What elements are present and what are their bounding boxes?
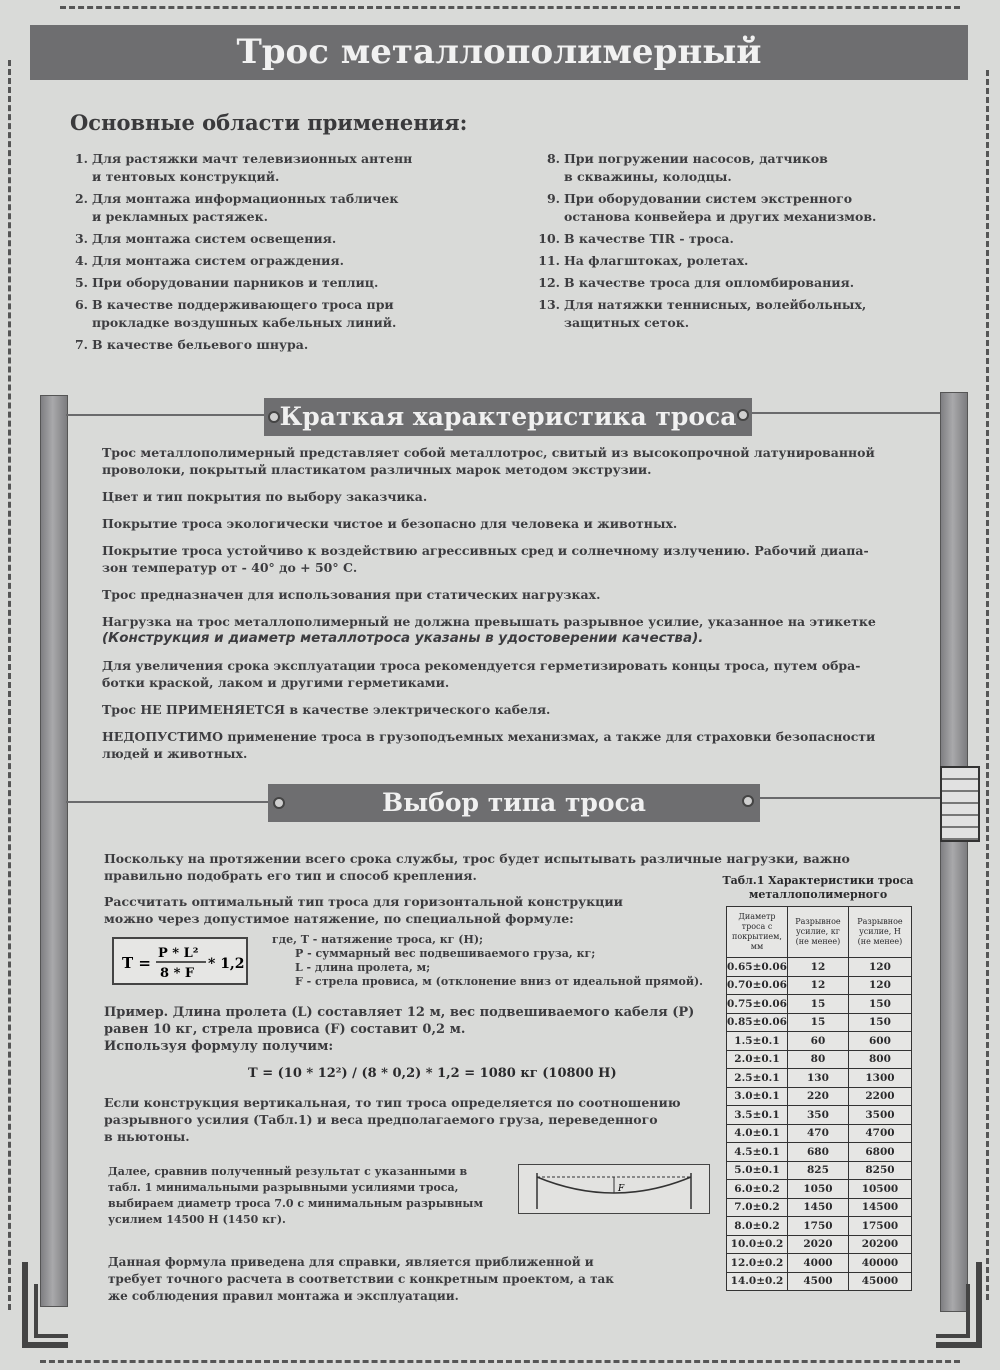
table-header-row [727, 907, 912, 958]
table-cell: 80 [787, 1050, 848, 1069]
table-caption: Табл.1 Характеристики троса металлополимерного [722, 874, 914, 901]
right-cut-line [986, 70, 989, 1300]
paragraph: Трос металлополимерный представляет собой металлотрос, свитый из высокопрочной латунированной проволоки, покрытый пластикатом различных марок методом экструзии. [102, 445, 875, 477]
table-cell: 3500 [848, 1106, 911, 1125]
formula-box [112, 937, 248, 985]
legend-line: F - стрела провиса, м (отклонение вниз от идеальной прямой). [272, 975, 704, 988]
table-cell: 600 [848, 1032, 911, 1051]
table-cell: 4.0±0.1 [727, 1124, 788, 1143]
characteristics-heading: Краткая характеристика троса [264, 398, 752, 436]
bottom-cut-line [40, 1360, 960, 1363]
table-row [727, 1087, 912, 1106]
table-cell: 120 [848, 976, 911, 995]
table-row [727, 1106, 912, 1125]
table-row [727, 1217, 912, 1236]
table-cell: 0.75±0.06 [727, 995, 788, 1014]
spec-table [726, 906, 912, 1291]
formula-legend [272, 933, 703, 989]
mid-cable-left [66, 801, 270, 803]
table-cell: 6.0±0.2 [727, 1180, 788, 1199]
table-cell: 14500 [848, 1198, 911, 1217]
table-cell: 0.70±0.06 [727, 976, 788, 995]
top-cable-left [66, 414, 266, 416]
list-item: 2. Для монтажа информационных табличек и рекламных растяжек. [74, 191, 399, 224]
table-cell: 60 [787, 1032, 848, 1051]
list-item: 6. В качестве поддерживающего троса при прокладке воздушных кабельных линий. [74, 297, 397, 330]
table-header: Диаметр троса с покрытием, мм [727, 907, 788, 958]
table-row [727, 1050, 912, 1069]
paragraph: Трос НЕ ПРИМЕНЯЕТСЯ в качестве электрического кабеля. [102, 702, 551, 717]
top-cut-line [60, 6, 960, 9]
table-cell: 0.85±0.06 [727, 1013, 788, 1032]
top-cable-right [752, 412, 940, 414]
characteristics-text [102, 444, 892, 772]
applications-right-list [532, 150, 876, 336]
example-text: Пример. Длина пролета (L) составляет 12 м, вес подвешиваемого кабеля (P) равен 10 кг, стрела провиса (F) составит 0,2 м. Используя формулу получим: [104, 1005, 695, 1054]
list-item: 12. В качестве троса для опломбирования. [538, 275, 855, 290]
rivet-icon [268, 411, 280, 423]
table-cell: 7.0±0.2 [727, 1198, 788, 1217]
rivet-icon [737, 409, 749, 421]
legend-line: P - суммарный вес подвешиваемого груза, кг; [272, 947, 596, 960]
list-item: 10. В качестве TIR - троса. [538, 231, 734, 246]
table-cell: 2.5±0.1 [727, 1069, 788, 1088]
corner-ornament [936, 1284, 970, 1338]
paragraph: НЕДОПУСТИМО применение троса в грузоподъемных механизмах, а также для страховки безопасности людей и животных. [102, 729, 876, 761]
table-row [727, 1161, 912, 1180]
formula-numerator: P * L² [158, 946, 199, 961]
table-cell: 1450 [787, 1198, 848, 1217]
table-cell: 150 [848, 995, 911, 1014]
rivet-icon [742, 795, 754, 807]
formula-denominator: 8 * F [160, 966, 195, 981]
paragraph: Для увеличения срока эксплуатации троса рекомендуется герметизировать концы троса, путем обра- ботки краской, лаком и другими герметиками. [102, 658, 861, 690]
table-cell: 5.0±0.1 [727, 1161, 788, 1180]
table-cell: 4500 [787, 1272, 848, 1291]
table-cell: 1050 [787, 1180, 848, 1199]
table-cell: 350 [787, 1106, 848, 1125]
table-cell: 825 [787, 1161, 848, 1180]
table-cell: 0.65±0.06 [727, 958, 788, 977]
table-cell: 120 [848, 958, 911, 977]
selection-formula-intro: Рассчитать оптимальный тип троса для горизонтальной конструкции можно через допустимое натяжение, по специальной формуле: [104, 894, 623, 926]
table-row [727, 1180, 912, 1199]
left-cut-line [8, 60, 11, 1310]
applications-heading: Основные области применения: [70, 110, 468, 135]
table-row [727, 1124, 912, 1143]
table-row [727, 1198, 912, 1217]
list-item: 5. При оборудовании парников и теплиц. [74, 275, 379, 290]
paragraph: Покрытие троса экологически чистое и безопасно для человека и животных. [102, 516, 678, 531]
selection-intro: Поскольку на протяжении всего срока службы, трос будет испытывать различные нагрузки, важно правильно подобрать его тип и способ крепления. [104, 851, 850, 883]
table-header: Разрывное усилие, кг (не менее) [787, 907, 848, 958]
table-cell: 470 [787, 1124, 848, 1143]
list-item: 7. В качестве бельевого шнура. [74, 337, 309, 352]
table-cell: 10500 [848, 1180, 911, 1199]
list-item: 8. При погружении насосов, датчиков в скважины, колодцы. [546, 151, 828, 184]
list-item: 13. Для натяжки теннисных, волейбольных, защитных сеток. [538, 297, 867, 330]
table-cell: 12 [787, 976, 848, 995]
table-cell: 15 [787, 1013, 848, 1032]
table-row [727, 958, 912, 977]
table-cell: 2020 [787, 1235, 848, 1254]
list-item: 4. Для монтажа систем ограждения. [74, 253, 344, 268]
table-cell: 1.5±0.1 [727, 1032, 788, 1051]
note-text: Данная формула приведена для справки, является приближенной и требует точного расчета в соответствии с конкретным проектом, а так же соблюдения правил монтажа и эксплуатации. [108, 1255, 614, 1303]
table-cell: 10.0±0.2 [727, 1235, 788, 1254]
calculation: T = (10 * 12²) / (8 * 0,2) * 1,2 = 1080 кг (10800 H) [248, 1066, 617, 1081]
applications-left-list [66, 150, 412, 358]
mid-cable-right [760, 797, 940, 799]
table-row [727, 1013, 912, 1032]
table-cell: 3.5±0.1 [727, 1106, 788, 1125]
page-title: Трос металлополимерный [30, 25, 968, 80]
vertical-text: Если конструкция вертикальная, то тип троса определяется по соотношению разрывного усилия (Табл.1) и веса предполагаемого груза, переведенного в ньютоны. [104, 1095, 681, 1144]
table-cell: 20200 [848, 1235, 911, 1254]
formula-multiplier: * 1,2 [208, 956, 245, 972]
list-item: 3. Для монтажа систем освещения. [74, 231, 337, 246]
table-cell: 15 [787, 995, 848, 1014]
table-cell: 4700 [848, 1124, 911, 1143]
paragraph-italic: (Конструкция и диаметр металлотроса указаны в удостоверении качества). [102, 630, 704, 646]
table-cell: 130 [787, 1069, 848, 1088]
table-cell: 45000 [848, 1272, 911, 1291]
legend-line: L - длина пролета, м; [272, 961, 431, 974]
table-cell: 4000 [787, 1254, 848, 1273]
paragraph: Нагрузка на трос металлополимерный не должна превышать разрывное усилие, указанное на этикетке [102, 614, 876, 629]
list-item: 9. При оборудовании систем экстренного останова конвейера и других механизмов. [546, 191, 877, 224]
table-cell: 14.0±0.2 [727, 1272, 788, 1291]
sag-diagram [518, 1164, 710, 1214]
table-cell: 150 [848, 1013, 911, 1032]
table-cell: 8.0±0.2 [727, 1217, 788, 1236]
sag-diagram-drawing [519, 1165, 709, 1213]
table-cell: 4.5±0.1 [727, 1143, 788, 1162]
table-row [727, 1235, 912, 1254]
corner-ornament [34, 1284, 68, 1338]
table-header: Разрывное усилие, Н (не менее) [848, 907, 911, 958]
right-pole [940, 392, 968, 1312]
table-cell: 17500 [848, 1217, 911, 1236]
table-cell: 1300 [848, 1069, 911, 1088]
brick-wall-icon [940, 766, 980, 842]
left-pole [40, 395, 68, 1307]
list-item: 1. Для растяжки мачт телевизионных антенн и тентовых конструкций. [74, 151, 413, 184]
table-row [727, 1254, 912, 1273]
rivet-icon [273, 797, 285, 809]
table-cell: 8250 [848, 1161, 911, 1180]
table-cell: 12.0±0.2 [727, 1254, 788, 1273]
table-cell: 2.0±0.1 [727, 1050, 788, 1069]
table-row [727, 1143, 912, 1162]
table-cell: 680 [787, 1143, 848, 1162]
formula-lhs: T = [122, 954, 151, 972]
legend-line: где, T - натяжение троса, кг (H); [272, 933, 484, 946]
selection-heading: Выбор типа троса [268, 784, 760, 822]
table-row [727, 976, 912, 995]
paragraph: Цвет и тип покрытия по выбору заказчика. [102, 489, 428, 504]
table-cell: 40000 [848, 1254, 911, 1273]
paragraph: Трос предназначен для использования при статических нагрузках. [102, 587, 601, 602]
table-row [727, 995, 912, 1014]
formula [114, 939, 246, 983]
paragraph: Покрытие троса устойчиво к воздействию агрессивных сред и солнечному излучению. Рабочий диапа- зон температур от - 40° до + 50° С. [102, 543, 869, 575]
table-row [727, 1272, 912, 1291]
list-item: 11. На флагштоках, ролетах. [538, 253, 749, 268]
table-cell: 3.0±0.1 [727, 1087, 788, 1106]
table-cell: 1750 [787, 1217, 848, 1236]
table-row [727, 1032, 912, 1051]
table-row [727, 1069, 912, 1088]
table-cell: 6800 [848, 1143, 911, 1162]
table-cell: 2200 [848, 1087, 911, 1106]
table-cell: 12 [787, 958, 848, 977]
sag-label: F [618, 1184, 625, 1194]
table-cell: 800 [848, 1050, 911, 1069]
table-cell: 220 [787, 1087, 848, 1106]
compare-text: Далее, сравнив полученный результат с указанными в табл. 1 минимальными разрывными усилиями троса, выбираем диаметр троса 7.0 с минимальным разрывным усилием 14500 Н (1450 кг). [108, 1165, 483, 1226]
